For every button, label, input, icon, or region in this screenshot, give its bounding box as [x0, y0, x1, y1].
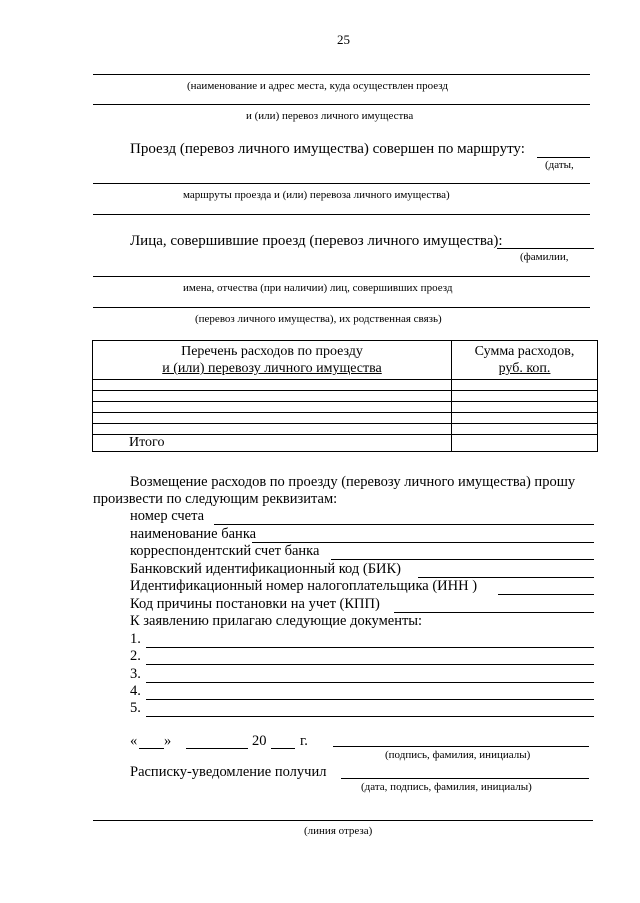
expense-cell[interactable] [93, 391, 452, 402]
place-line-2[interactable] [93, 104, 590, 105]
cut-line [93, 820, 593, 821]
attachment-number: 5. [130, 700, 141, 716]
date-year-prefix: 20 [252, 733, 267, 749]
attachment-number: 1. [130, 631, 141, 647]
route-line-3[interactable] [93, 214, 590, 215]
date-year-line[interactable] [271, 748, 295, 749]
persons-line-3[interactable] [93, 307, 590, 308]
col-expenses-header [93, 341, 452, 380]
table-total-row [93, 435, 598, 452]
expense-cell[interactable] [93, 380, 452, 391]
persons-line-2[interactable] [93, 276, 590, 277]
amount-cell[interactable] [452, 380, 598, 391]
reimbursement-line-1: Возмещение расходов по проезду (перевозу личного имущества) прошу [130, 474, 576, 490]
attachment-line[interactable] [146, 699, 594, 700]
field-kpp-label: Код причины постановки на учет (КПП) [130, 596, 380, 612]
amount-cell[interactable] [452, 391, 598, 402]
table-row[interactable] [93, 380, 598, 391]
col-expenses-header-line-1: Перечень расходов по проезду [181, 344, 363, 359]
table-row[interactable] [93, 424, 598, 435]
table-row[interactable] [93, 413, 598, 424]
col-amount-header-line-1: Сумма расходов, [474, 344, 575, 359]
col-amount-header-line-2: руб. коп. [498, 361, 551, 376]
date-year-suffix: г. [300, 733, 308, 749]
date-open-quote: « [130, 733, 138, 749]
cut-caption: (линия отреза) [304, 825, 373, 837]
expense-cell[interactable] [93, 413, 452, 424]
expense-cell[interactable] [93, 424, 452, 435]
table-row[interactable] [93, 391, 598, 402]
field-corr-account-line[interactable] [331, 559, 594, 560]
total-amount-cell[interactable] [452, 435, 598, 452]
route-line-2[interactable] [93, 183, 590, 184]
field-corr-account-label: корреспондентский счет банка [130, 543, 320, 559]
attachment-line[interactable] [146, 647, 594, 648]
signature-caption: (подпись, фамилия, инициалы) [385, 749, 531, 761]
field-kpp-line[interactable] [394, 612, 594, 613]
table-row[interactable] [93, 402, 598, 413]
date-day-line[interactable] [139, 748, 164, 749]
field-inn-label: Идентификационный номер налогоплательщика (ИНН ) [130, 578, 478, 594]
route-caption-dates: (даты, [545, 159, 574, 171]
persons-caption-2: имена, отчества (при наличии) лиц, совершивших проезд [183, 282, 453, 294]
col-amount-header [452, 341, 598, 380]
place-caption-1: (наименование и адрес места, куда осуществлен проезд [187, 80, 449, 92]
persons-line-inline[interactable] [497, 248, 594, 249]
page-number: 25 [337, 32, 350, 47]
attachment-line[interactable] [146, 664, 594, 665]
field-inn-line[interactable] [498, 594, 594, 595]
persons-label: Лица, совершившие проезд (перевоз личного имущества): [130, 233, 503, 249]
field-account-number-label: номер счета [130, 508, 205, 524]
place-line-1[interactable] [93, 74, 590, 75]
field-bank-name-label: наименование банка [130, 526, 257, 542]
route-label: Проезд (перевоз личного имущества) совершен по маршруту: [130, 141, 525, 157]
field-bik-label: Банковский идентификационный код (БИК) [130, 561, 401, 577]
amount-cell[interactable] [452, 424, 598, 435]
total-label: Итого [93, 435, 452, 452]
attachments-label: К заявлению прилагаю следующие документы: [130, 613, 423, 629]
date-month-line[interactable] [186, 748, 248, 749]
attachment-number: 3. [130, 666, 141, 682]
receipt-line[interactable] [341, 778, 589, 779]
expenses-table [92, 340, 598, 452]
signature-line[interactable] [333, 746, 589, 747]
field-account-number-line[interactable] [214, 524, 594, 525]
attachment-number: 2. [130, 648, 141, 664]
route-line-inline[interactable] [537, 157, 590, 158]
amount-cell[interactable] [452, 402, 598, 413]
table-header-row [93, 341, 598, 380]
route-caption-2: маршруты проезда и (или) перевоза личного имущества) [183, 189, 450, 201]
col-expenses-header-line-2: и (или) перевозу личного имущества [162, 361, 382, 376]
receipt-label: Расписку-уведомление получил [130, 764, 327, 780]
persons-caption-surnames: (фамилии, [520, 251, 569, 263]
attachment-line[interactable] [146, 682, 594, 683]
attachment-number: 4. [130, 683, 141, 699]
date-close-quote: » [164, 733, 172, 749]
receipt-caption: (дата, подпись, фамилия, инициалы) [361, 781, 532, 793]
reimbursement-line-2: произвести по следующим реквизитам: [93, 491, 338, 507]
persons-caption-3: (перевоз личного имущества), их родственная связь) [195, 313, 442, 325]
attachment-line[interactable] [146, 716, 594, 717]
amount-cell[interactable] [452, 413, 598, 424]
expense-cell[interactable] [93, 402, 452, 413]
place-caption-2: и (или) перевоз личного имущества [246, 110, 414, 122]
